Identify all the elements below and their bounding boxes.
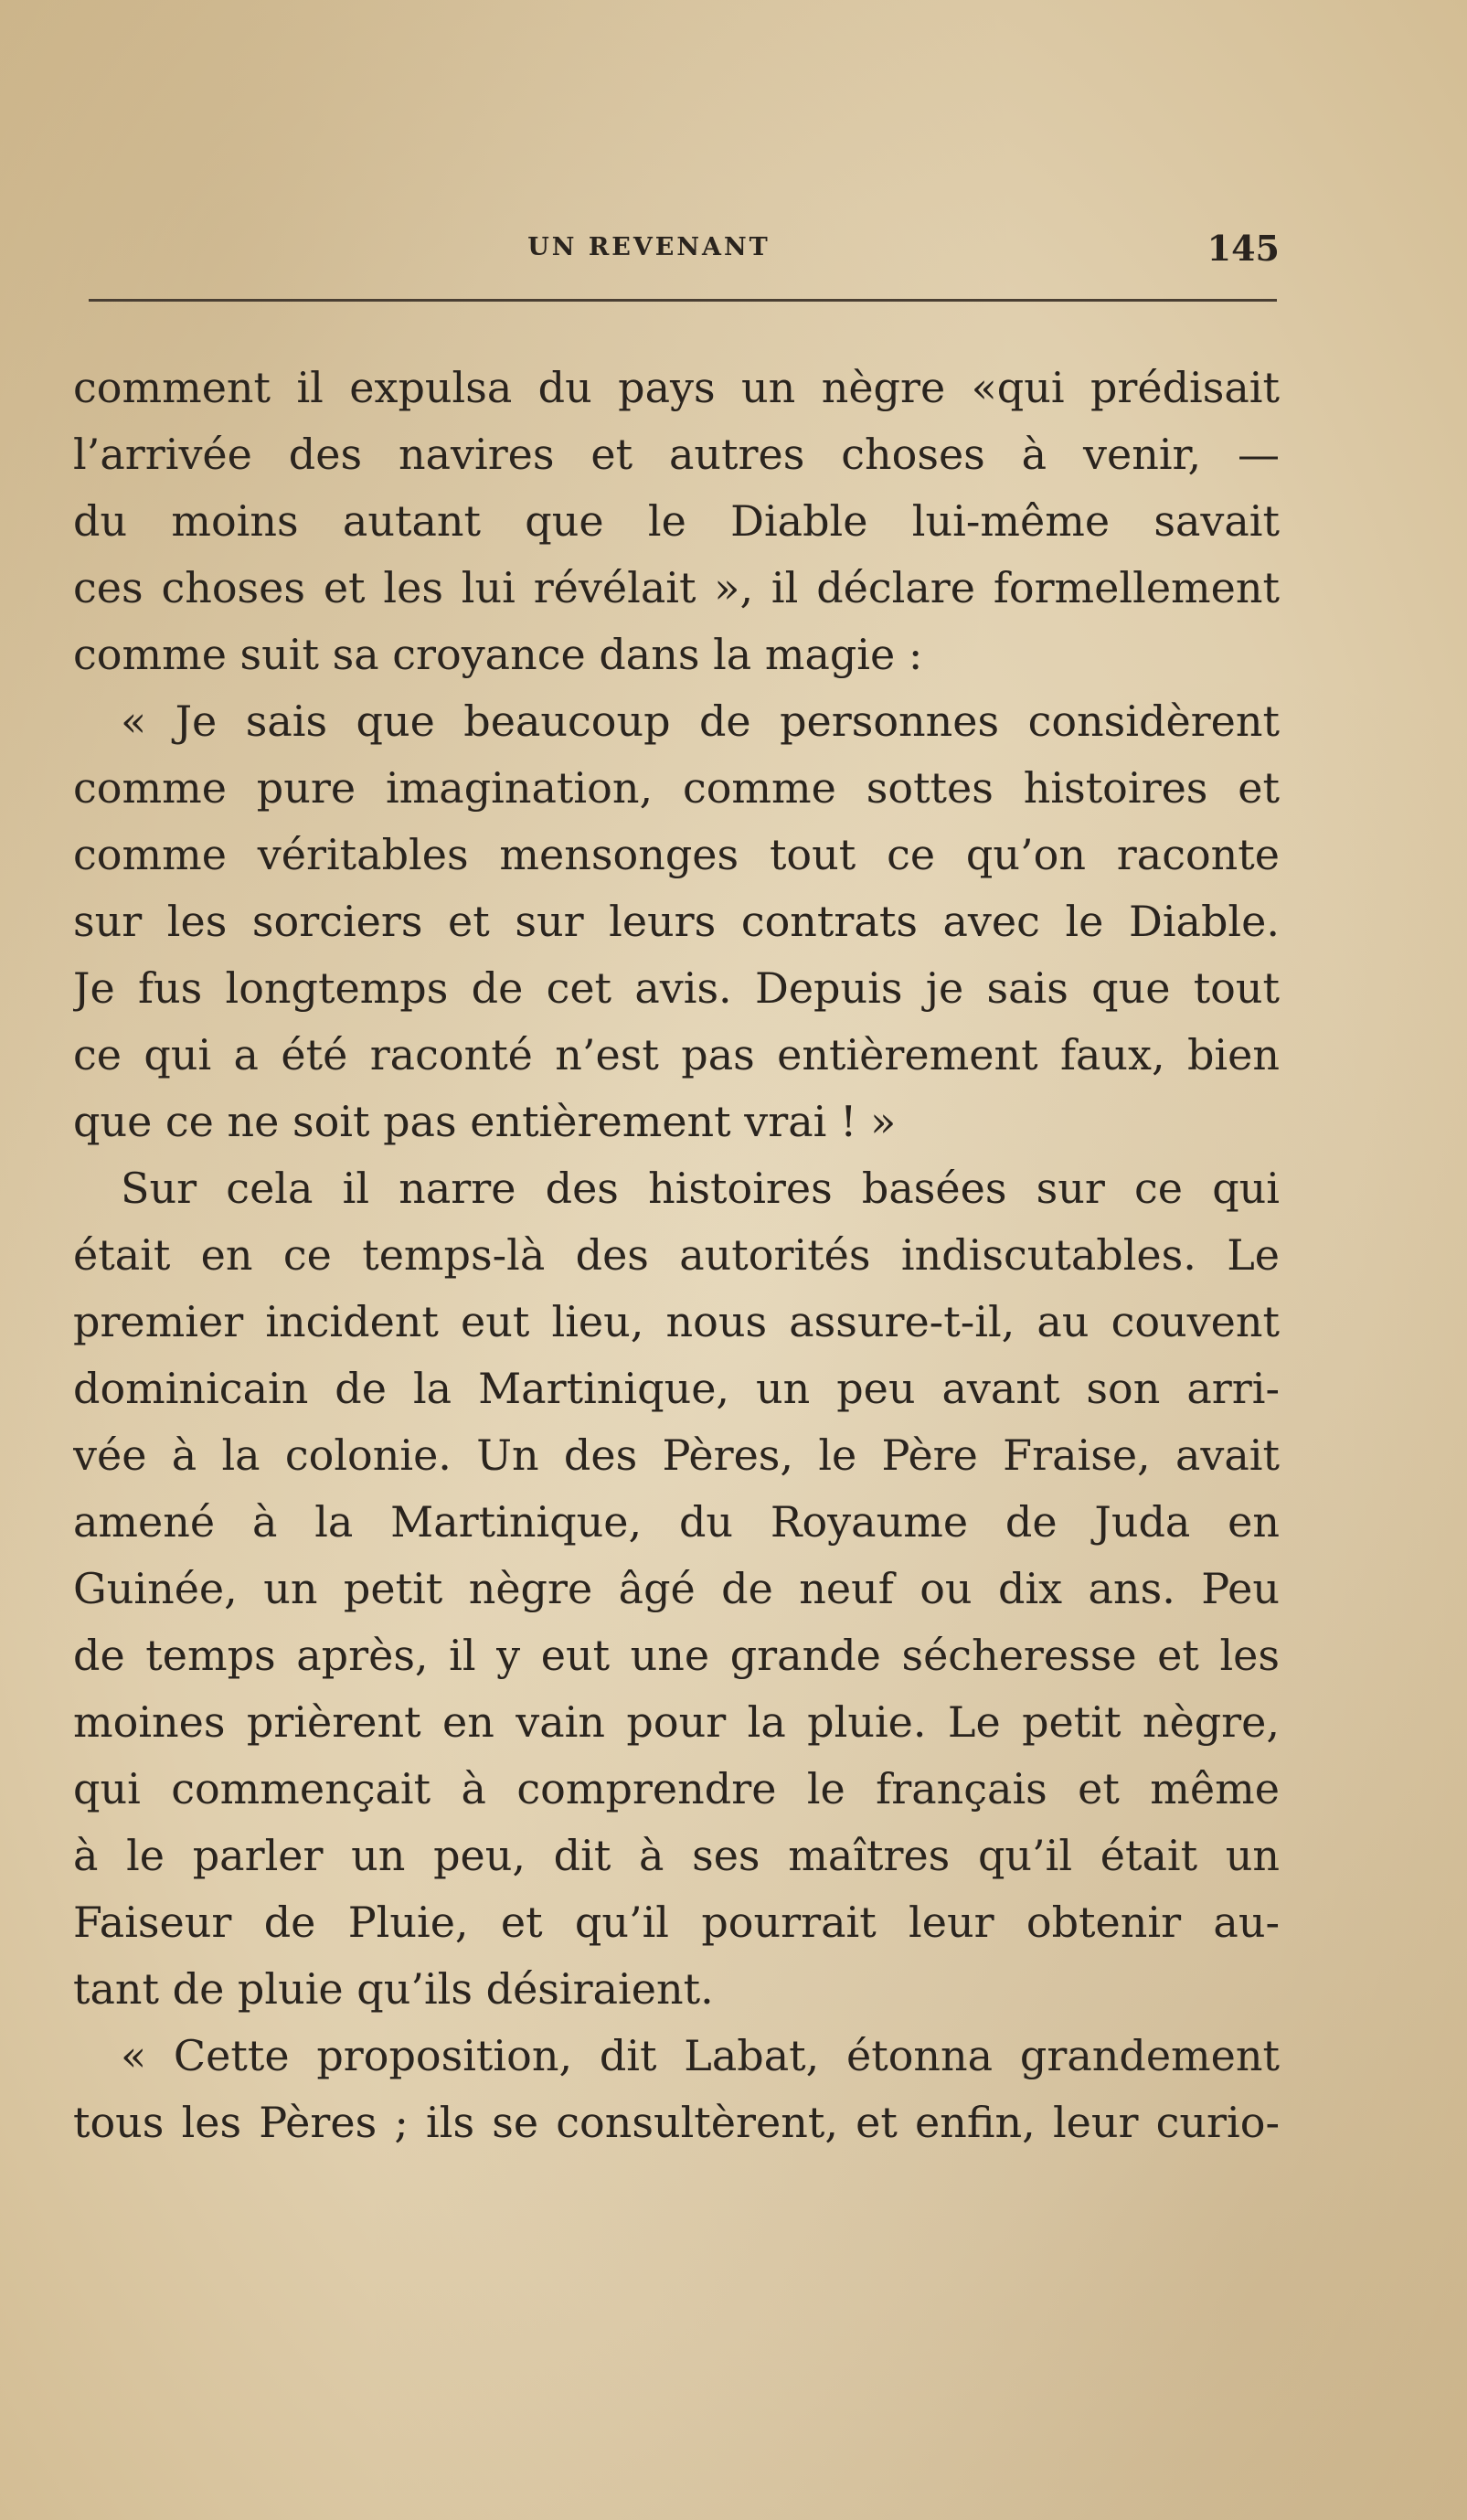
text-line: dominicain de la Martinique, un peu avant son arri-: [73, 1364, 1280, 1413]
text-line: du moins autant que le Diable lui-même savait: [73, 496, 1280, 546]
page-number: 145: [1207, 228, 1280, 269]
header-rule: [89, 299, 1277, 302]
text-line: de temps après, il y eut une grande sécheresse et les: [73, 1631, 1280, 1680]
text-line: comme pure imagination, comme sottes histoires et: [73, 763, 1280, 813]
text-line: ces choses et les lui révélait », il déclare formellement: [73, 563, 1280, 612]
text-line: Guinée, un petit nègre âgé de neuf ou dix ans. Peu: [73, 1564, 1280, 1613]
text-line: tant de pluie qu’ils désiraient.: [73, 1964, 714, 2014]
text-line: comme suit sa croyance dans la magie :: [73, 630, 923, 679]
page-header: [0, 228, 1467, 288]
text-line: qui commençait à comprendre le français et même: [73, 1764, 1280, 1813]
text-line: vée à la colonie. Un des Pères, le Père Fraise, avait: [73, 1430, 1280, 1480]
text-line: tous les Pères ; ils se consultèrent, et enfin, leur curio-: [73, 2098, 1280, 2147]
text-line: premier incident eut lieu, nous assure-t-il, au couvent: [73, 1297, 1280, 1346]
text-line: sur les sorciers et sur leurs contrats avec le Diable.: [73, 897, 1280, 946]
text-line: était en ce temps-là des autorités indiscutables. Le: [73, 1230, 1280, 1280]
text-line: amené à la Martinique, du Royaume de Juda en: [73, 1497, 1280, 1547]
running-title: UN REVENANT: [527, 233, 771, 261]
text-line: « Je sais que beaucoup de personnes considèrent: [121, 696, 1280, 746]
text-line: l’arrivée des navires et autres choses à venir, —: [73, 430, 1280, 479]
text-line: Je fus longtemps de cet avis. Depuis je sais que tout: [73, 963, 1280, 1013]
text-line: comme véritables mensonges tout ce qu’on raconte: [73, 830, 1280, 879]
text-line: Sur cela il narre des histoires basées sur ce qui: [121, 1164, 1280, 1213]
text-line: que ce ne soit pas entièrement vrai ! »: [73, 1097, 897, 1146]
text-line: à le parler un peu, dit à ses maîtres qu’il était un: [73, 1831, 1280, 1880]
body-text: [73, 355, 1280, 2156]
text-line: « Cette proposition, dit Labat, étonna grandement: [121, 2031, 1280, 2080]
text-line: moines prièrent en vain pour la pluie. Le petit nègre,: [73, 1697, 1280, 1747]
text-line: Faiseur de Pluie, et qu’il pourrait leur obtenir au-: [73, 1898, 1280, 1947]
text-line: comment il expulsa du pays un nègre «qui prédisait: [73, 363, 1280, 412]
text-line: ce qui a été raconté n’est pas entièrement faux, bien: [73, 1030, 1280, 1079]
